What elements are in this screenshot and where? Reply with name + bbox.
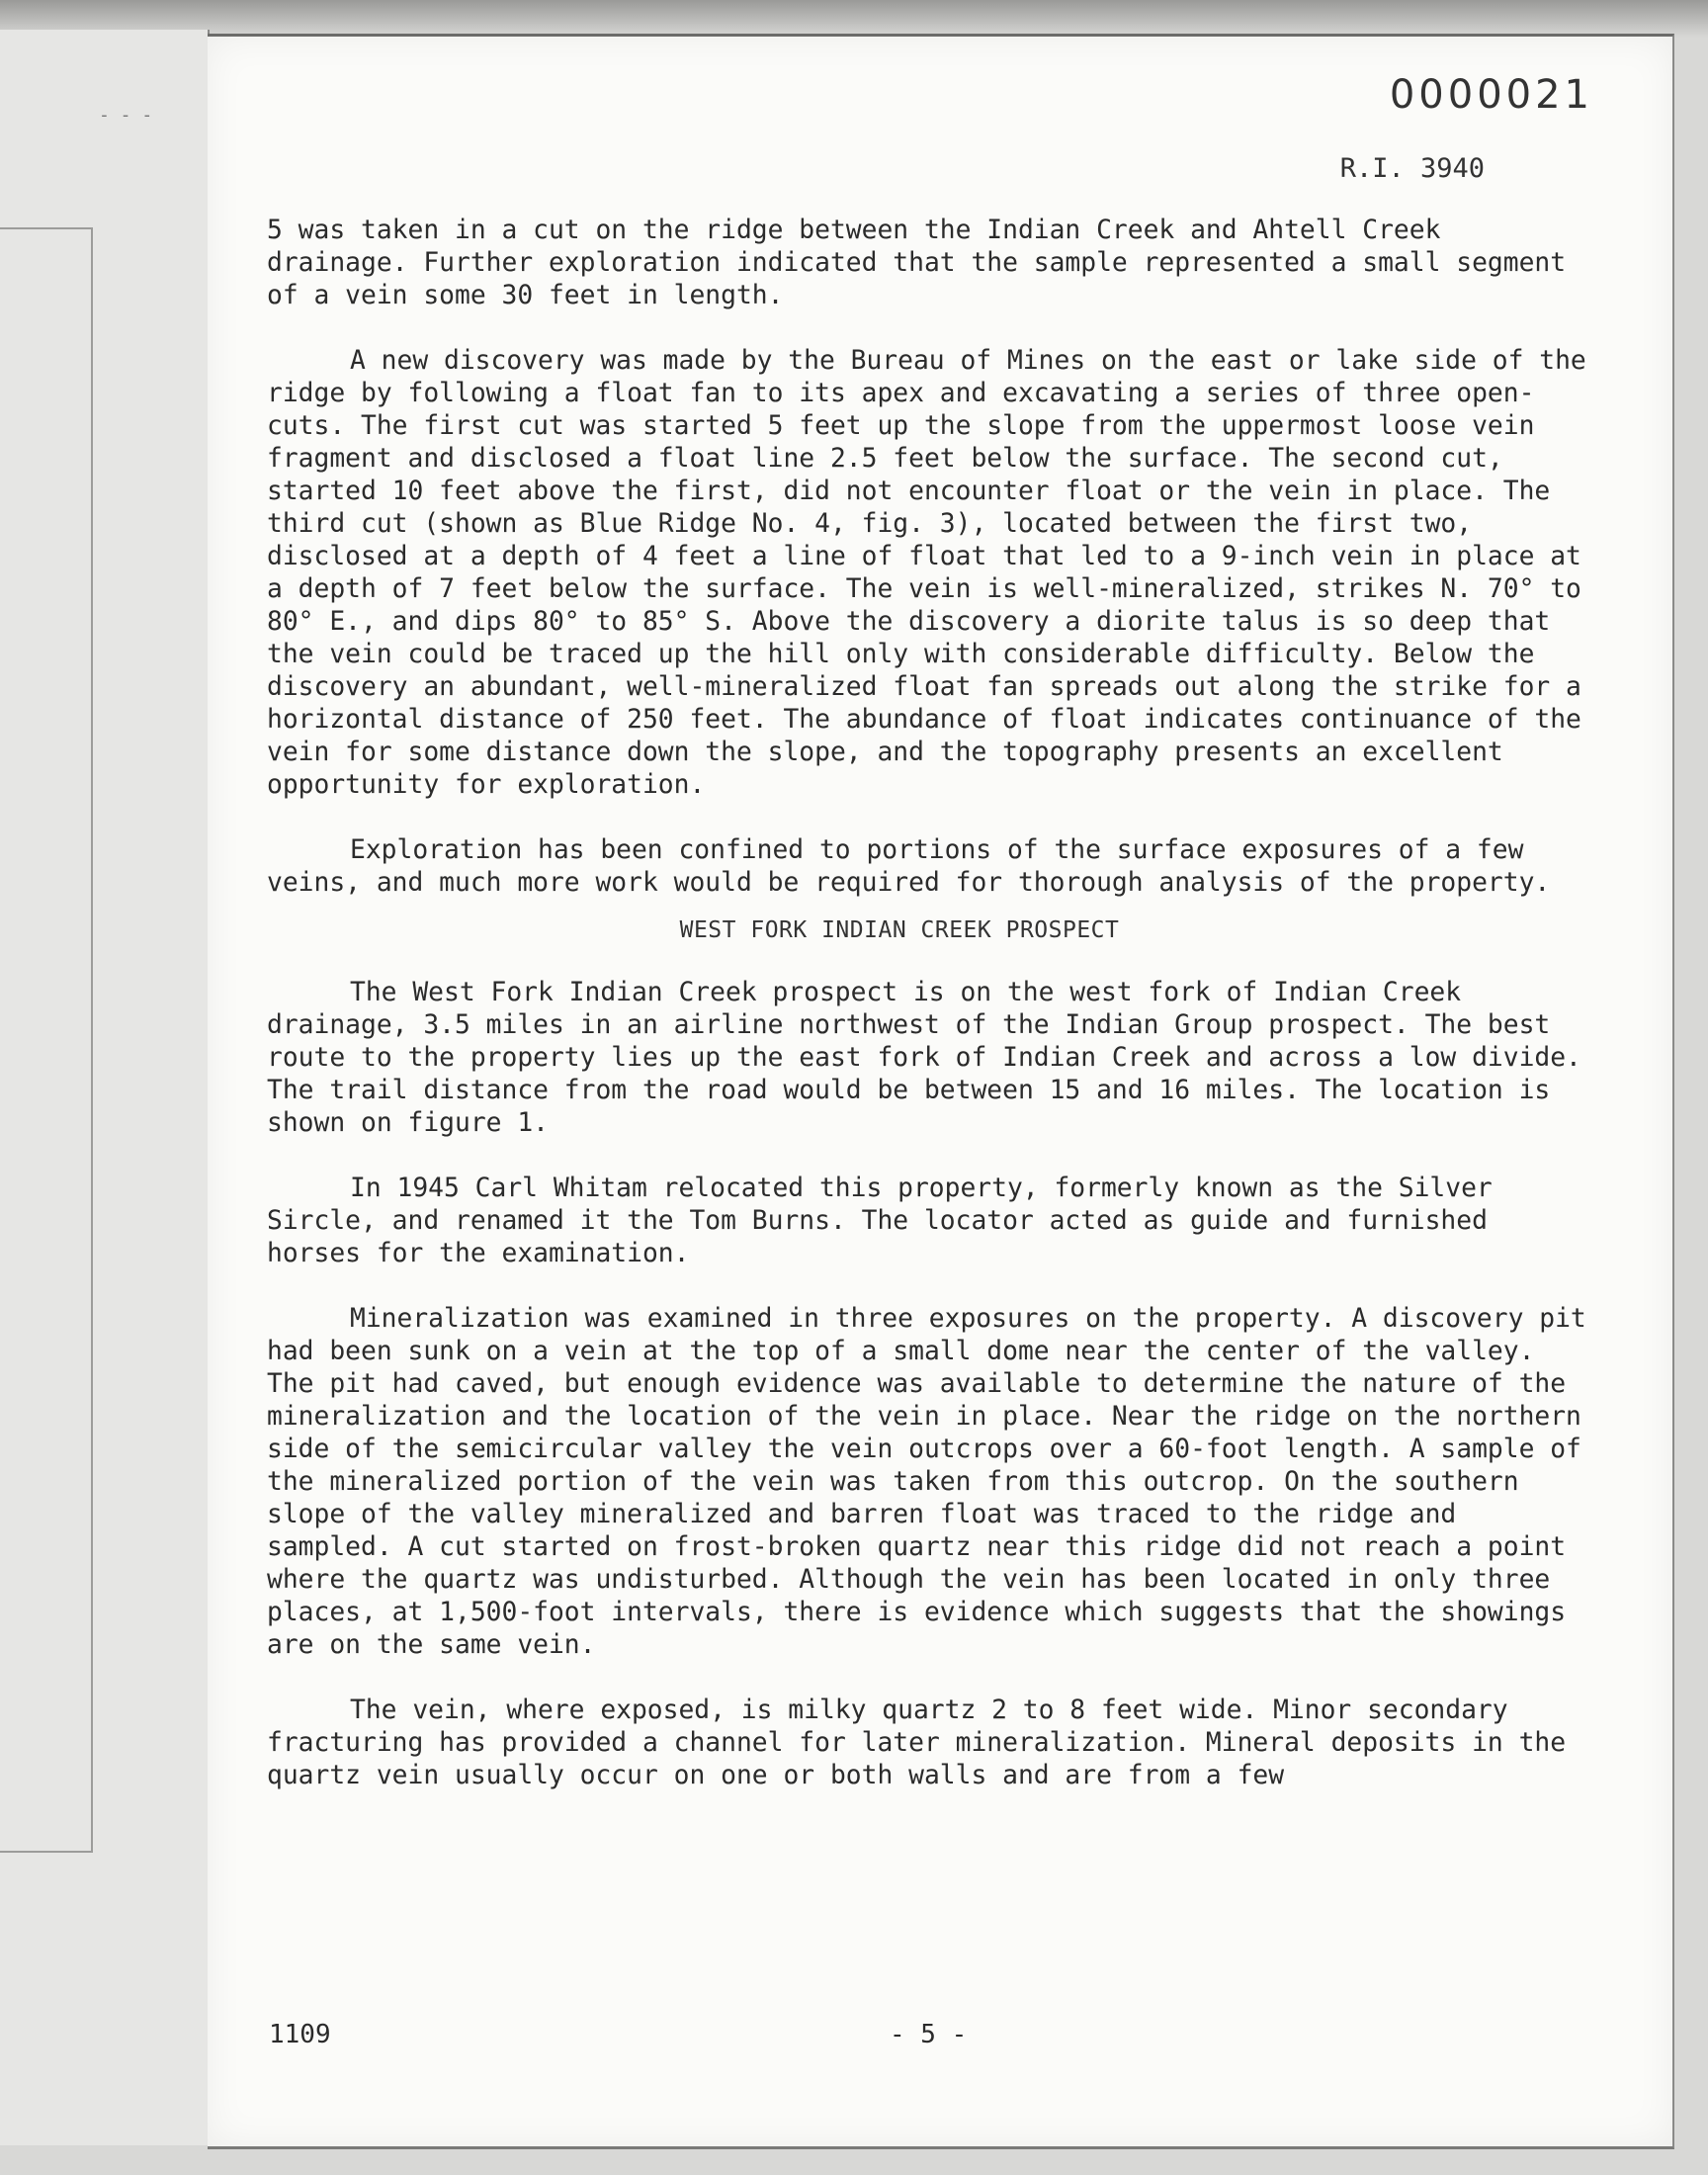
paragraph-mineralization: Mineralization was examined in three exposures on the property. A discovery pit had been sunk on a vein at the top of a small dome near the center of the valley. The pit had caved, but enough evidence was available to determine the nature of the mineralization and the location of the vein in place. Near the ridge on the northern side of the semicircular valley the vein outcrops over a 60-foot length. A sample of the mineralized portion of the vein was taken from this outcrop. On the southern slope of the valley mineralized and barren float was traced to the ridge and sampled. A cut started on frost-broken quartz near this ridge did not reach a point where the quartz was undisturbed. Although the vein has been located in only three places, at 1,500-foot intervals, there is evidence which suggests that the showings are on the same vein.: [267, 1304, 1586, 1660]
paragraph-exploration: Exploration has been confined to portions of the surface exposures of a few veins, and much more work would be required for thorough analysis of the property.: [267, 835, 1551, 898]
body-text: [267, 215, 1591, 1825]
report-identifier: R.I. 3940: [1339, 153, 1485, 184]
document-page: [208, 34, 1674, 2149]
paragraph-continuation: 5 was taken in a cut on the ridge between the Indian Creek and Ahtell Creek drainage. Further exploration indicated that the sample represented a small segment of a vein some 30 feet in length.: [267, 216, 1567, 310]
paragraph-history: In 1945 Carl Whitam relocated this property, formerly known as the Silver Sircle, and renamed it the Tom Burns. The locator acted as guide and furnished horses for the examination.: [267, 1174, 1493, 1268]
page-number: - 5 -: [890, 2020, 968, 2049]
back-sheet-frame: [0, 227, 93, 1853]
scanner-edge: [0, 0, 1708, 38]
document-number-stamp: 0000021: [1389, 72, 1593, 118]
paragraph-prospect-location: The West Fork Indian Creek prospect is on the west fork of Indian Creek drainage, 3.5 miles in an airline northwest of the Indian Group prospect. The best route to the property lies up the east fork of Indian Creek and across a low divide. The trail distance from the road would be between 15 and 16 miles. The location is shown on figure 1.: [267, 978, 1581, 1138]
back-sheet-dashes: - - -: [99, 105, 153, 126]
back-sheet: [0, 30, 210, 2145]
footer-code: 1109: [269, 2020, 331, 2049]
section-heading: WEST FORK INDIAN CREEK PROSPECT: [679, 917, 1120, 943]
paragraph-new-discovery: A new discovery was made by the Bureau of Mines on the east or lake side of the ridge by following a float fan to its apex and excavating a series of three open-cuts. The first cut was started 5 feet up the slope from the uppermost loose vein fragment and disclosed a float line 2.5 feet below the surface. The second cut, started 10 feet above the first, did not encounter float or the vein in place. The third cut (shown as Blue Ridge No. 4, fig. 3), located between the first two, disclosed at a depth of 4 feet a line of float that led to a 9-inch vein in place at a depth of 7 feet below the surface. The vein is well-mineralized, strikes N. 70° to 80° E., and dips 80° to 85° S. Above the discovery a diorite talus is so deep that the vein could be traced up the hill only with considerable difficulty. Below the discovery an abundant, well-mineralized float fan spreads out along the strike for a horizontal distance of 250 feet. The abundance of float indicates continuance of the vein for some distance down the slope, and the topography presents an excellent opportunity for exploration.: [267, 346, 1586, 800]
paragraph-vein: The vein, where exposed, is milky quartz 2 to 8 feet wide. Minor secondary fracturing has provided a channel for later mineralization. Mineral deposits in the quartz vein usually occur on one or both walls and are from a few: [267, 1696, 1567, 1790]
